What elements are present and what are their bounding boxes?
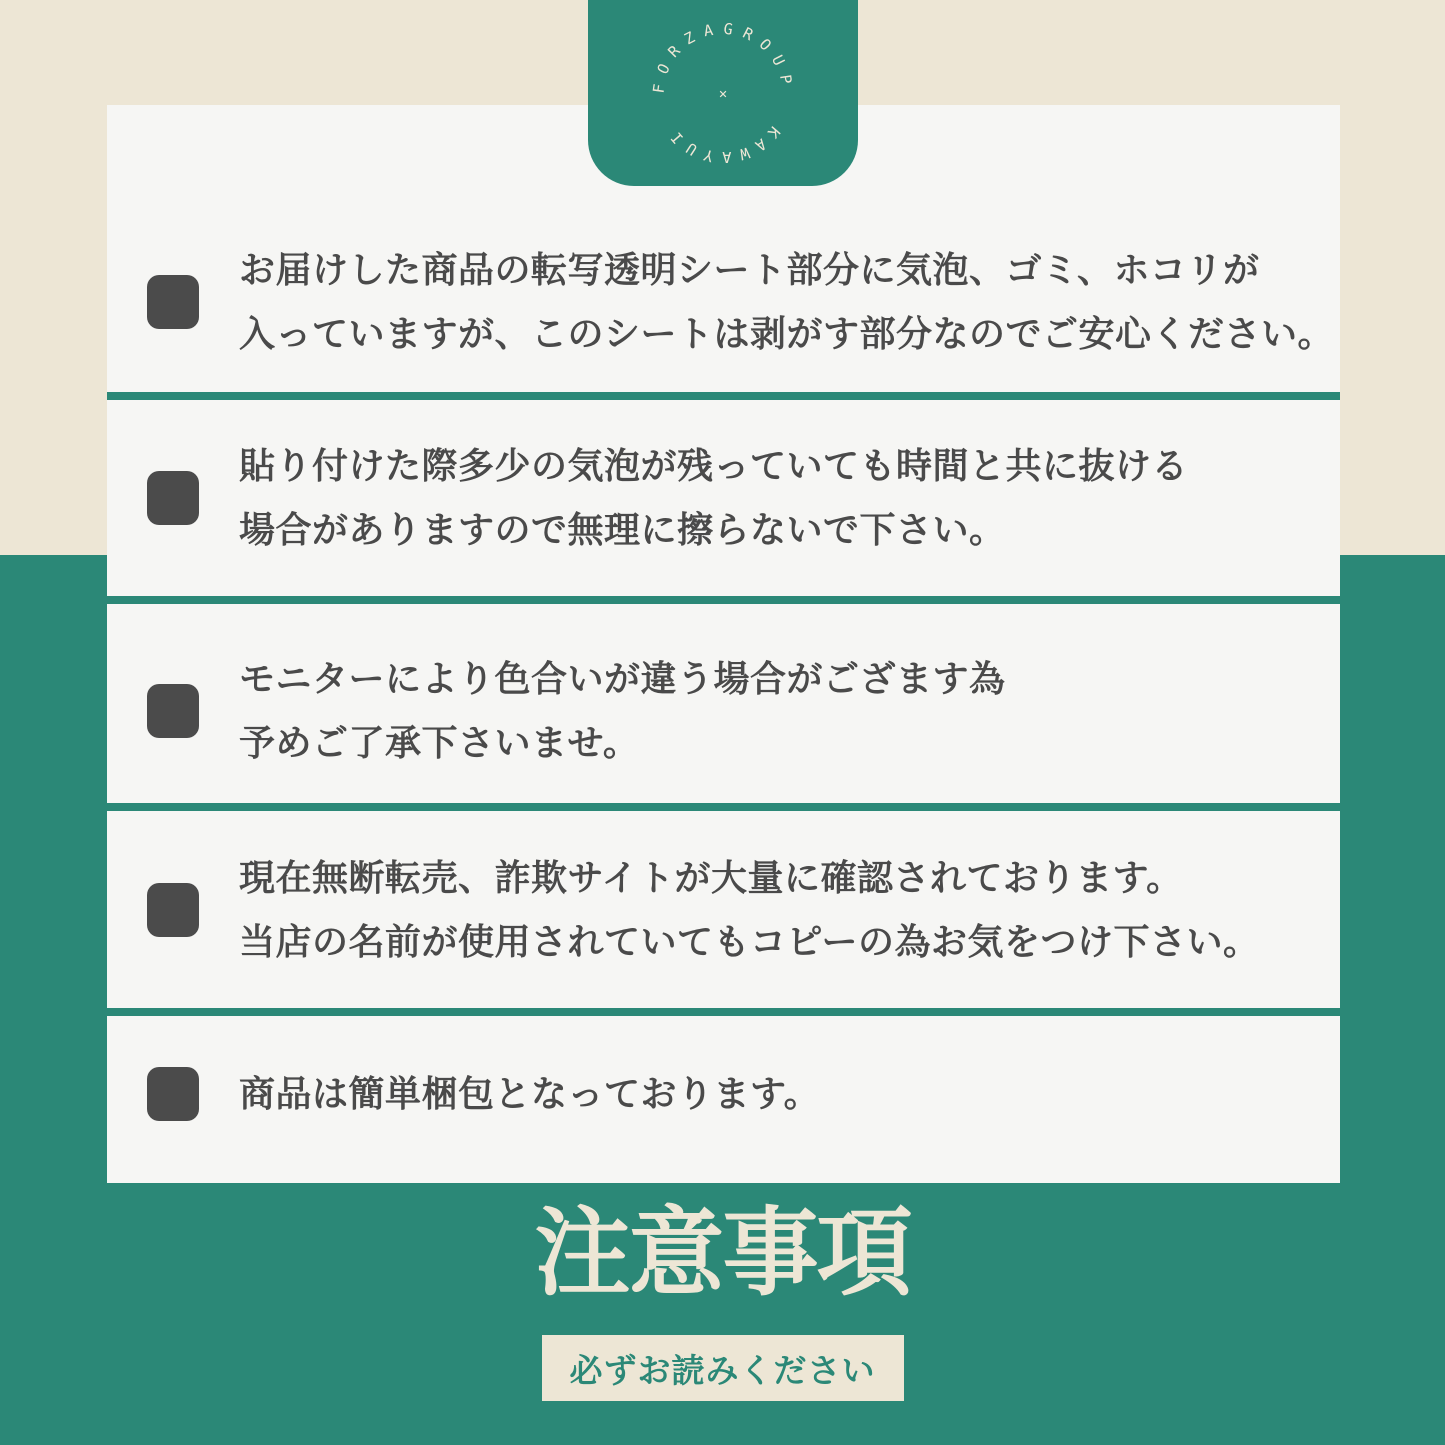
notice-line: お届けした商品の転写透明シート部分に気泡、ゴミ、ホコリが (239, 249, 1260, 290)
notice-line: 貼り付けた際多少の気泡が残っていても時間と共に抜ける (239, 445, 1189, 486)
notice-text (239, 647, 1006, 775)
footer-badge-label: 必ずお読みください (569, 1351, 876, 1389)
notice-line: 当店の名前が使用されていてもコピーの為お気をつけ下さい。 (239, 920, 1260, 962)
notice-text (239, 846, 1260, 974)
notice-card-2 (107, 400, 1340, 596)
brand-x-mark: × (718, 86, 728, 103)
card-divider (107, 803, 1340, 811)
checkbox-icon (147, 883, 199, 937)
checkbox-icon (147, 684, 199, 738)
checkbox-icon (147, 1067, 199, 1121)
checkbox-icon (147, 275, 199, 329)
brand-arc-bottom-text: KAWAYUI (662, 122, 784, 166)
footer-badge (542, 1335, 904, 1401)
notice-card-3 (107, 604, 1340, 803)
notice-line: 現在無断転売、詐欺サイトが大量に確認されております。 (239, 856, 1183, 898)
notice-text (239, 434, 1188, 562)
notice-line: 商品は簡単梱包となっております。 (239, 1072, 821, 1114)
notice-card-5 (107, 1016, 1340, 1183)
brand-arc-top-text: FORZAGROUP (649, 19, 797, 95)
notice-line: 予めご了承下さいませ。 (239, 721, 640, 763)
card-divider (107, 596, 1340, 604)
brand-tab (588, 0, 858, 186)
notice-panel (107, 105, 1340, 1183)
brand-logo-circular (628, 0, 818, 188)
notice-line: 入っていますが、このシートは剥がす部分なのでご安心ください。 (239, 313, 1335, 354)
checkbox-icon (147, 471, 199, 525)
notice-text (239, 1062, 820, 1126)
card-divider (107, 1008, 1340, 1016)
notice-line: モニターにより色合いが違う場合がござます為 (239, 657, 1006, 699)
notice-card-4 (107, 811, 1340, 1008)
card-divider (107, 392, 1340, 400)
footer-title: 注意事項 (534, 1200, 911, 1307)
notice-line: 場合がありますので無理に擦らないで下さい。 (239, 509, 1006, 550)
notice-text (239, 238, 1334, 366)
